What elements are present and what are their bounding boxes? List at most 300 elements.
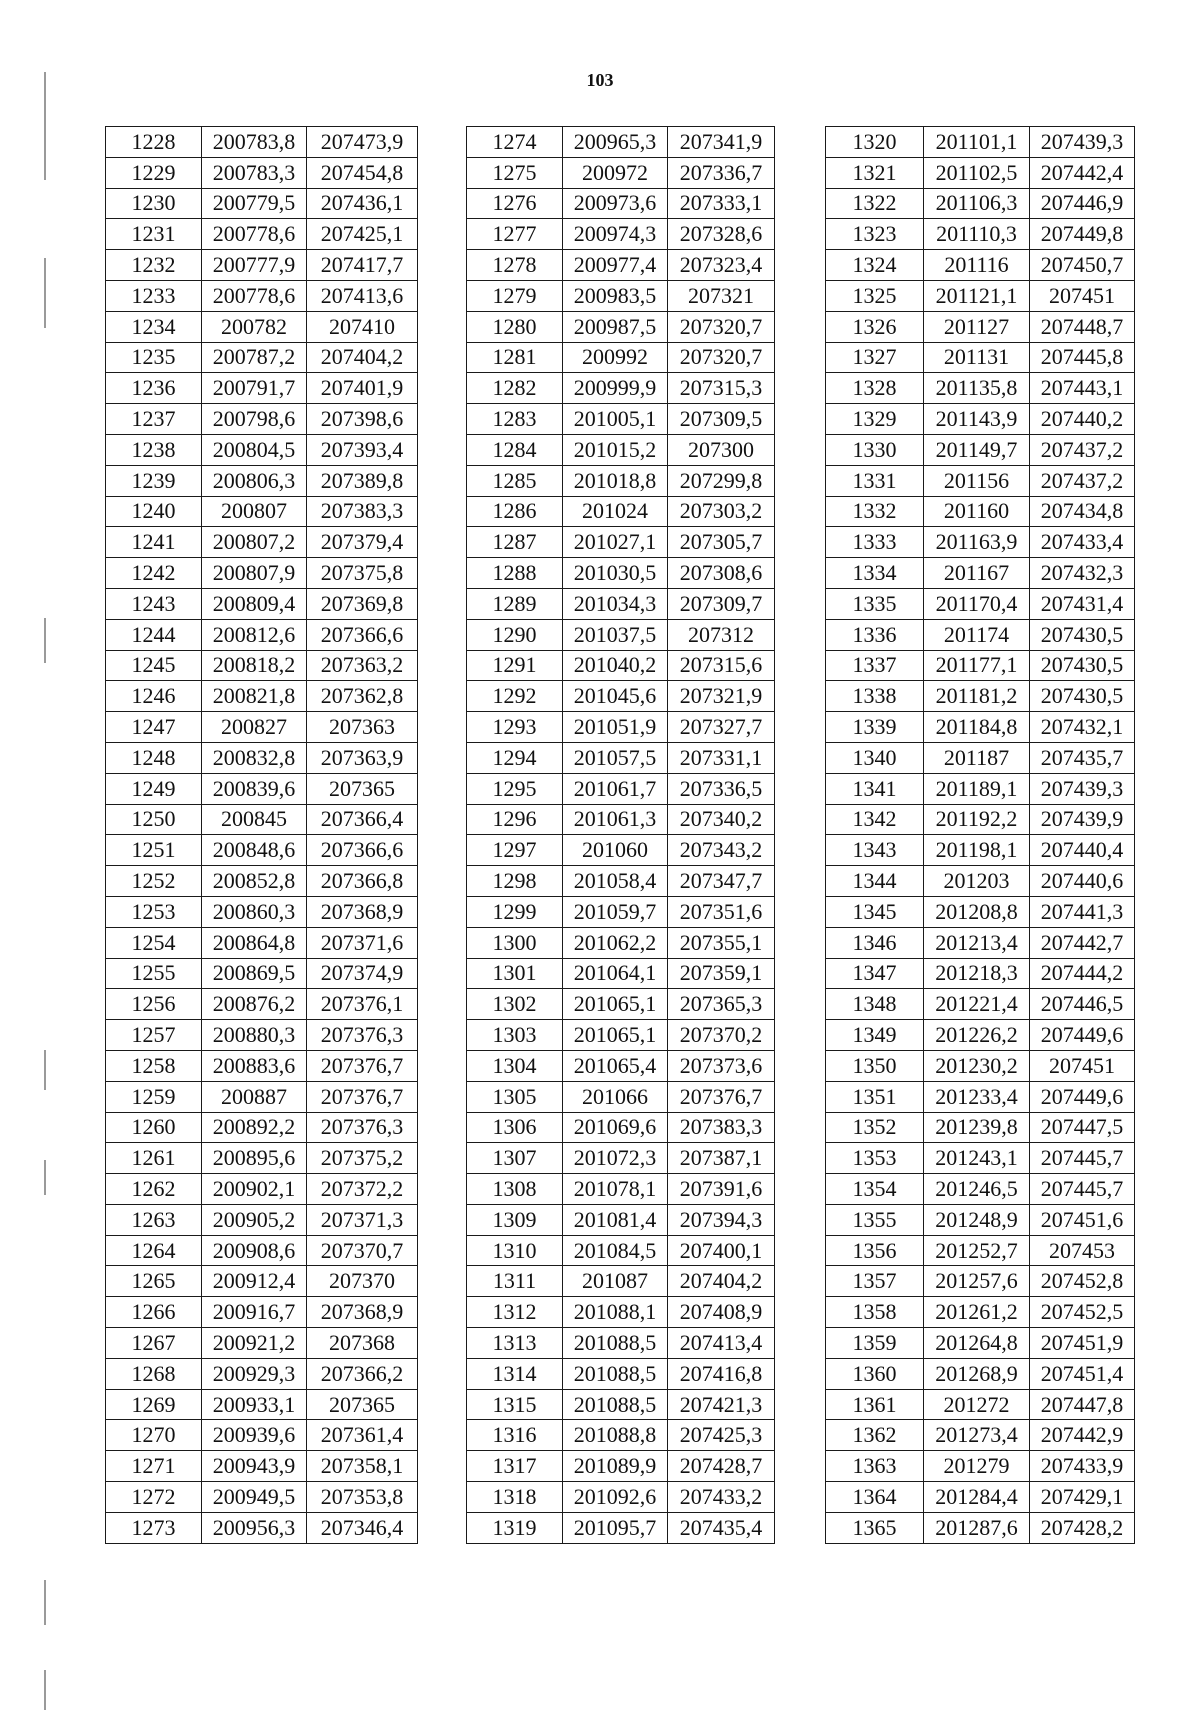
y-coordinate-cell: 207439,3 <box>1030 127 1135 158</box>
y-coordinate-cell: 207340,2 <box>668 804 775 835</box>
binding-mark <box>44 1050 46 1090</box>
y-coordinate-cell: 207449,6 <box>1030 1020 1135 1051</box>
table-row <box>467 619 775 650</box>
point-number-cell: 1338 <box>826 681 924 712</box>
y-coordinate-cell: 207425,3 <box>668 1420 775 1451</box>
x-coordinate-cell: 201062,2 <box>563 927 668 958</box>
y-coordinate-cell: 207375,8 <box>307 558 418 589</box>
table-row <box>106 742 418 773</box>
point-number-cell: 1355 <box>826 1204 924 1235</box>
x-coordinate-cell: 200895,6 <box>202 1143 307 1174</box>
point-number-cell: 1264 <box>106 1235 202 1266</box>
x-coordinate-cell: 201018,8 <box>563 465 668 496</box>
table-row <box>467 1420 775 1451</box>
x-coordinate-cell: 200807 <box>202 496 307 527</box>
point-number-cell: 1316 <box>467 1420 563 1451</box>
y-coordinate-cell: 207430,5 <box>1030 681 1135 712</box>
point-number-cell: 1344 <box>826 866 924 897</box>
table-row <box>106 1297 418 1328</box>
point-number-cell: 1238 <box>106 434 202 465</box>
y-coordinate-cell: 207315,6 <box>668 650 775 681</box>
y-coordinate-cell: 207309,5 <box>668 404 775 435</box>
y-coordinate-cell: 207363,2 <box>307 650 418 681</box>
x-coordinate-cell: 200880,3 <box>202 1020 307 1051</box>
binding-mark <box>44 618 46 663</box>
table-row <box>826 588 1135 619</box>
table-row <box>826 1112 1135 1143</box>
y-coordinate-cell: 207308,6 <box>668 558 775 589</box>
y-coordinate-cell: 207431,4 <box>1030 588 1135 619</box>
y-coordinate-cell: 207353,8 <box>307 1482 418 1513</box>
point-number-cell: 1230 <box>106 188 202 219</box>
table-row <box>826 250 1135 281</box>
table-row <box>106 1143 418 1174</box>
point-number-cell: 1290 <box>467 619 563 650</box>
point-number-cell: 1232 <box>106 250 202 281</box>
y-coordinate-cell: 207400,1 <box>668 1235 775 1266</box>
table-row <box>826 1081 1135 1112</box>
x-coordinate-cell: 201208,8 <box>924 896 1030 927</box>
x-coordinate-cell: 200779,5 <box>202 188 307 219</box>
binding-mark <box>44 1670 46 1710</box>
table-row <box>467 681 775 712</box>
y-coordinate-cell: 207440,4 <box>1030 835 1135 866</box>
point-number-cell: 1280 <box>467 311 563 342</box>
x-coordinate-cell: 201261,2 <box>924 1297 1030 1328</box>
x-coordinate-cell: 201106,3 <box>924 188 1030 219</box>
table-row <box>106 712 418 743</box>
y-coordinate-cell: 207328,6 <box>668 219 775 250</box>
y-coordinate-cell: 207430,5 <box>1030 650 1135 681</box>
x-coordinate-cell: 201170,4 <box>924 588 1030 619</box>
point-number-cell: 1358 <box>826 1297 924 1328</box>
y-coordinate-cell: 207393,4 <box>307 434 418 465</box>
y-coordinate-cell: 207309,7 <box>668 588 775 619</box>
point-number-cell: 1294 <box>467 742 563 773</box>
point-number-cell: 1278 <box>467 250 563 281</box>
y-coordinate-cell: 207436,1 <box>307 188 418 219</box>
point-number-cell: 1268 <box>106 1358 202 1389</box>
point-number-cell: 1228 <box>106 127 202 158</box>
y-coordinate-cell: 207365 <box>307 1389 418 1420</box>
point-number-cell: 1301 <box>467 958 563 989</box>
y-coordinate-cell: 207315,3 <box>668 373 775 404</box>
y-coordinate-cell: 207421,3 <box>668 1389 775 1420</box>
y-coordinate-cell: 207341,9 <box>668 127 775 158</box>
y-coordinate-cell: 207408,9 <box>668 1297 775 1328</box>
table-row <box>826 188 1135 219</box>
point-number-cell: 1258 <box>106 1050 202 1081</box>
x-coordinate-cell: 201087 <box>563 1266 668 1297</box>
table-row <box>467 496 775 527</box>
table-row <box>826 927 1135 958</box>
table-row <box>106 157 418 188</box>
y-coordinate-cell: 207445,7 <box>1030 1174 1135 1205</box>
table-row <box>826 373 1135 404</box>
x-coordinate-cell: 200912,4 <box>202 1266 307 1297</box>
y-coordinate-cell: 207374,9 <box>307 958 418 989</box>
table-row <box>826 773 1135 804</box>
x-coordinate-cell: 201174 <box>924 619 1030 650</box>
table-row <box>467 1081 775 1112</box>
table-row <box>106 127 418 158</box>
y-coordinate-cell: 207398,6 <box>307 404 418 435</box>
table-row <box>467 1266 775 1297</box>
x-coordinate-cell: 200778,6 <box>202 280 307 311</box>
point-number-cell: 1314 <box>467 1358 563 1389</box>
table-row <box>826 1297 1135 1328</box>
point-number-cell: 1286 <box>467 496 563 527</box>
table-row <box>106 1512 418 1543</box>
point-number-cell: 1281 <box>467 342 563 373</box>
point-number-cell: 1329 <box>826 404 924 435</box>
point-number-cell: 1255 <box>106 958 202 989</box>
y-coordinate-cell: 207375,2 <box>307 1143 418 1174</box>
x-coordinate-cell: 201088,8 <box>563 1420 668 1451</box>
x-coordinate-cell: 200902,1 <box>202 1174 307 1205</box>
x-coordinate-cell: 201027,1 <box>563 527 668 558</box>
x-coordinate-cell: 200807,2 <box>202 527 307 558</box>
x-coordinate-cell: 201089,9 <box>563 1451 668 1482</box>
point-number-cell: 1306 <box>467 1112 563 1143</box>
point-number-cell: 1244 <box>106 619 202 650</box>
y-coordinate-cell: 207369,8 <box>307 588 418 619</box>
point-number-cell: 1359 <box>826 1328 924 1359</box>
point-number-cell: 1283 <box>467 404 563 435</box>
point-number-cell: 1229 <box>106 157 202 188</box>
table-row <box>467 742 775 773</box>
point-number-cell: 1335 <box>826 588 924 619</box>
x-coordinate-cell: 201072,3 <box>563 1143 668 1174</box>
y-coordinate-cell: 207366,6 <box>307 835 418 866</box>
table-row <box>826 1482 1135 1513</box>
y-coordinate-cell: 207376,3 <box>307 1112 418 1143</box>
y-coordinate-cell: 207435,7 <box>1030 742 1135 773</box>
x-coordinate-cell: 201177,1 <box>924 650 1030 681</box>
table-row <box>106 681 418 712</box>
table-row <box>467 1389 775 1420</box>
x-coordinate-cell: 201110,3 <box>924 219 1030 250</box>
y-coordinate-cell: 207437,2 <box>1030 434 1135 465</box>
y-coordinate-cell: 207404,2 <box>668 1266 775 1297</box>
y-coordinate-cell: 207473,9 <box>307 127 418 158</box>
point-number-cell: 1282 <box>467 373 563 404</box>
y-coordinate-cell: 207447,8 <box>1030 1389 1135 1420</box>
point-number-cell: 1295 <box>467 773 563 804</box>
point-number-cell: 1249 <box>106 773 202 804</box>
point-number-cell: 1312 <box>467 1297 563 1328</box>
x-coordinate-cell: 201272 <box>924 1389 1030 1420</box>
x-coordinate-cell: 201230,2 <box>924 1050 1030 1081</box>
point-number-cell: 1256 <box>106 989 202 1020</box>
x-coordinate-cell: 201257,6 <box>924 1266 1030 1297</box>
x-coordinate-cell: 201024 <box>563 496 668 527</box>
y-coordinate-cell: 207440,2 <box>1030 404 1135 435</box>
point-number-cell: 1250 <box>106 804 202 835</box>
point-number-cell: 1303 <box>467 1020 563 1051</box>
table-row <box>106 650 418 681</box>
point-number-cell: 1326 <box>826 311 924 342</box>
x-coordinate-cell: 200783,3 <box>202 157 307 188</box>
y-coordinate-cell: 207449,6 <box>1030 1081 1135 1112</box>
table-row <box>106 1081 418 1112</box>
point-number-cell: 1315 <box>467 1389 563 1420</box>
point-number-cell: 1317 <box>467 1451 563 1482</box>
point-number-cell: 1266 <box>106 1297 202 1328</box>
x-coordinate-cell: 200933,1 <box>202 1389 307 1420</box>
y-coordinate-cell: 207451 <box>1030 1050 1135 1081</box>
coordinates-table-3 <box>825 126 1135 1544</box>
binding-mark <box>44 258 46 328</box>
x-coordinate-cell: 201279 <box>924 1451 1030 1482</box>
table-row <box>467 1328 775 1359</box>
x-coordinate-cell: 200869,5 <box>202 958 307 989</box>
y-coordinate-cell: 207320,7 <box>668 342 775 373</box>
y-coordinate-cell: 207305,7 <box>668 527 775 558</box>
y-coordinate-cell: 207321,9 <box>668 681 775 712</box>
point-number-cell: 1274 <box>467 127 563 158</box>
table-row <box>826 650 1135 681</box>
point-number-cell: 1252 <box>106 866 202 897</box>
table-row <box>467 804 775 835</box>
point-number-cell: 1236 <box>106 373 202 404</box>
x-coordinate-cell: 200977,4 <box>563 250 668 281</box>
y-coordinate-cell: 207389,8 <box>307 465 418 496</box>
table-row <box>106 1358 418 1389</box>
point-number-cell: 1310 <box>467 1235 563 1266</box>
x-coordinate-cell: 201167 <box>924 558 1030 589</box>
y-coordinate-cell: 207355,1 <box>668 927 775 958</box>
table-row <box>826 558 1135 589</box>
y-coordinate-cell: 207359,1 <box>668 958 775 989</box>
point-number-cell: 1277 <box>467 219 563 250</box>
x-coordinate-cell: 200887 <box>202 1081 307 1112</box>
point-number-cell: 1336 <box>826 619 924 650</box>
table-row <box>467 989 775 1020</box>
x-coordinate-cell: 201192,2 <box>924 804 1030 835</box>
point-number-cell: 1265 <box>106 1266 202 1297</box>
point-number-cell: 1347 <box>826 958 924 989</box>
x-coordinate-cell: 201088,5 <box>563 1389 668 1420</box>
x-coordinate-cell: 201239,8 <box>924 1112 1030 1143</box>
point-number-cell: 1263 <box>106 1204 202 1235</box>
y-coordinate-cell: 207451,6 <box>1030 1204 1135 1235</box>
point-number-cell: 1313 <box>467 1328 563 1359</box>
y-coordinate-cell: 207413,6 <box>307 280 418 311</box>
table-row <box>826 1266 1135 1297</box>
y-coordinate-cell: 207401,9 <box>307 373 418 404</box>
y-coordinate-cell: 207362,8 <box>307 681 418 712</box>
x-coordinate-cell: 201030,5 <box>563 558 668 589</box>
x-coordinate-cell: 200939,6 <box>202 1420 307 1451</box>
point-number-cell: 1270 <box>106 1420 202 1451</box>
y-coordinate-cell: 207361,4 <box>307 1420 418 1451</box>
x-coordinate-cell: 201078,1 <box>563 1174 668 1205</box>
y-coordinate-cell: 207327,7 <box>668 712 775 743</box>
table-row <box>826 127 1135 158</box>
x-coordinate-cell: 201088,1 <box>563 1297 668 1328</box>
x-coordinate-cell: 201005,1 <box>563 404 668 435</box>
point-number-cell: 1318 <box>467 1482 563 1513</box>
x-coordinate-cell: 201284,4 <box>924 1482 1030 1513</box>
y-coordinate-cell: 207439,3 <box>1030 773 1135 804</box>
point-number-cell: 1296 <box>467 804 563 835</box>
table-row <box>467 404 775 435</box>
y-coordinate-cell: 207347,7 <box>668 866 775 897</box>
y-coordinate-cell: 207368,9 <box>307 1297 418 1328</box>
y-coordinate-cell: 207370 <box>307 1266 418 1297</box>
table-row <box>106 1451 418 1482</box>
point-number-cell: 1297 <box>467 835 563 866</box>
table-row <box>467 1297 775 1328</box>
y-coordinate-cell: 207432,1 <box>1030 712 1135 743</box>
point-number-cell: 1325 <box>826 280 924 311</box>
x-coordinate-cell: 201037,5 <box>563 619 668 650</box>
table-row <box>826 1020 1135 1051</box>
table-row <box>826 1235 1135 1266</box>
x-coordinate-cell: 200804,5 <box>202 434 307 465</box>
point-number-cell: 1275 <box>467 157 563 188</box>
point-number-cell: 1269 <box>106 1389 202 1420</box>
x-coordinate-cell: 201160 <box>924 496 1030 527</box>
point-number-cell: 1334 <box>826 558 924 589</box>
x-coordinate-cell: 201088,5 <box>563 1358 668 1389</box>
x-coordinate-cell: 200791,7 <box>202 373 307 404</box>
x-coordinate-cell: 200806,3 <box>202 465 307 496</box>
y-coordinate-cell: 207410 <box>307 311 418 342</box>
y-coordinate-cell: 207394,3 <box>668 1204 775 1235</box>
x-coordinate-cell: 200965,3 <box>563 127 668 158</box>
y-coordinate-cell: 207363,9 <box>307 742 418 773</box>
table-row <box>106 1328 418 1359</box>
table-row <box>106 434 418 465</box>
x-coordinate-cell: 200999,9 <box>563 373 668 404</box>
x-coordinate-cell: 201143,9 <box>924 404 1030 435</box>
point-number-cell: 1362 <box>826 1420 924 1451</box>
table-row <box>826 1451 1135 1482</box>
y-coordinate-cell: 207363 <box>307 712 418 743</box>
y-coordinate-cell: 207373,6 <box>668 1050 775 1081</box>
point-number-cell: 1235 <box>106 342 202 373</box>
x-coordinate-cell: 201156 <box>924 465 1030 496</box>
point-number-cell: 1350 <box>826 1050 924 1081</box>
y-coordinate-cell: 207434,8 <box>1030 496 1135 527</box>
point-number-cell: 1299 <box>467 896 563 927</box>
x-coordinate-cell: 201088,5 <box>563 1328 668 1359</box>
table-row <box>826 866 1135 897</box>
y-coordinate-cell: 207449,8 <box>1030 219 1135 250</box>
table-row <box>467 558 775 589</box>
table-row <box>467 527 775 558</box>
x-coordinate-cell: 200860,3 <box>202 896 307 927</box>
x-coordinate-cell: 201081,4 <box>563 1204 668 1235</box>
x-coordinate-cell: 201092,6 <box>563 1482 668 1513</box>
y-coordinate-cell: 207433,9 <box>1030 1451 1135 1482</box>
x-coordinate-cell: 201057,5 <box>563 742 668 773</box>
point-number-cell: 1267 <box>106 1328 202 1359</box>
y-coordinate-cell: 207428,2 <box>1030 1512 1135 1543</box>
table-row <box>826 619 1135 650</box>
table-row <box>106 1482 418 1513</box>
y-coordinate-cell: 207376,3 <box>307 1020 418 1051</box>
y-coordinate-cell: 207299,8 <box>668 465 775 496</box>
y-coordinate-cell: 207437,2 <box>1030 465 1135 496</box>
y-coordinate-cell: 207346,4 <box>307 1512 418 1543</box>
point-number-cell: 1247 <box>106 712 202 743</box>
table-row <box>826 1174 1135 1205</box>
table-row <box>826 804 1135 835</box>
table-row <box>467 958 775 989</box>
point-number-cell: 1245 <box>106 650 202 681</box>
table-row <box>106 219 418 250</box>
y-coordinate-cell: 207428,7 <box>668 1451 775 1482</box>
binding-mark <box>44 1160 46 1195</box>
x-coordinate-cell: 201198,1 <box>924 835 1030 866</box>
x-coordinate-cell: 201221,4 <box>924 989 1030 1020</box>
table-row <box>826 742 1135 773</box>
table-row <box>106 496 418 527</box>
table-row <box>467 188 775 219</box>
x-coordinate-cell: 201131 <box>924 342 1030 373</box>
y-coordinate-cell: 207454,8 <box>307 157 418 188</box>
table-row <box>106 527 418 558</box>
point-number-cell: 1309 <box>467 1204 563 1235</box>
point-number-cell: 1260 <box>106 1112 202 1143</box>
table-row <box>826 989 1135 1020</box>
y-coordinate-cell: 207446,9 <box>1030 188 1135 219</box>
y-coordinate-cell: 207321 <box>668 280 775 311</box>
point-number-cell: 1307 <box>467 1143 563 1174</box>
table-row <box>826 434 1135 465</box>
coordinates-table-1 <box>105 126 418 1544</box>
table-row <box>467 1020 775 1051</box>
point-number-cell: 1353 <box>826 1143 924 1174</box>
x-coordinate-cell: 200783,8 <box>202 127 307 158</box>
y-coordinate-cell: 207343,2 <box>668 835 775 866</box>
table-row <box>106 1420 418 1451</box>
point-number-cell: 1343 <box>826 835 924 866</box>
point-number-cell: 1363 <box>826 1451 924 1482</box>
x-coordinate-cell: 201065,1 <box>563 989 668 1020</box>
y-coordinate-cell: 207429,1 <box>1030 1482 1135 1513</box>
y-coordinate-cell: 207442,9 <box>1030 1420 1135 1451</box>
table-row <box>826 465 1135 496</box>
table-row <box>467 342 775 373</box>
y-coordinate-cell: 207416,8 <box>668 1358 775 1389</box>
table-row <box>826 1143 1135 1174</box>
table-row <box>106 1389 418 1420</box>
table-row <box>467 588 775 619</box>
x-coordinate-cell: 200832,8 <box>202 742 307 773</box>
point-number-cell: 1251 <box>106 835 202 866</box>
point-number-cell: 1342 <box>826 804 924 835</box>
table-row <box>106 1235 418 1266</box>
x-coordinate-cell: 200943,9 <box>202 1451 307 1482</box>
y-coordinate-cell: 207387,1 <box>668 1143 775 1174</box>
point-number-cell: 1349 <box>826 1020 924 1051</box>
x-coordinate-cell: 201065,4 <box>563 1050 668 1081</box>
table-row <box>826 1420 1135 1451</box>
table-row <box>467 1358 775 1389</box>
table-row <box>467 1204 775 1235</box>
y-coordinate-cell: 207452,5 <box>1030 1297 1135 1328</box>
x-coordinate-cell: 201203 <box>924 866 1030 897</box>
y-coordinate-cell: 207331,1 <box>668 742 775 773</box>
y-coordinate-cell: 207452,8 <box>1030 1266 1135 1297</box>
y-coordinate-cell: 207383,3 <box>307 496 418 527</box>
table-row <box>467 127 775 158</box>
y-coordinate-cell: 207371,3 <box>307 1204 418 1235</box>
